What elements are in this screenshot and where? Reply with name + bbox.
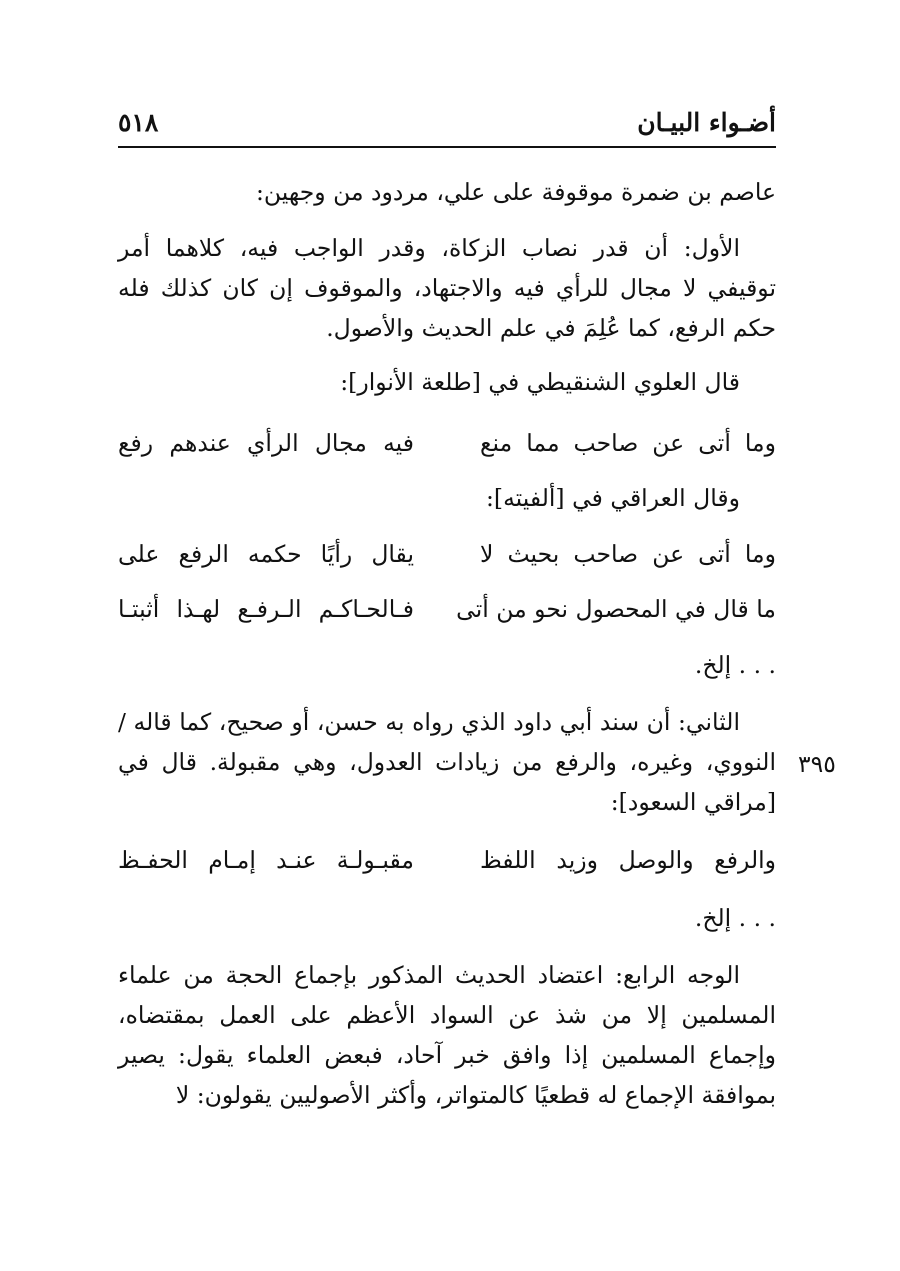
verse-alawi [118, 423, 776, 463]
header-rule [118, 146, 776, 148]
etcetera-1: . . . إلخ. [694, 651, 776, 679]
paragraph-second-reason: الثاني: أن سند أبي داود الذي رواه به حسن، أو صحيح، كما قاله / النووي، وغيره، والرفع من زيادات العدول، وهي مقبولة. قال في [مراقي السعود]: [118, 708, 776, 816]
paragraph-first-reason: الأول: أن قدر نصاب الزكاة، وقدر الواجب فيه، كلاهما أمر توقيفي لا مجال للرأي فيه والاجتهاد، والموقوف إن كان كذلك فله حكم الرفع، كما عُلِمَ في علم الحديث والأصول. [118, 234, 776, 342]
etcetera-2: . . . إلخ. [694, 904, 776, 932]
verse-first-hemistich: وما أتى عن صاحب بحيث لا [480, 540, 776, 568]
margin-page-number: ٣٩٥ [798, 750, 836, 778]
verse-first-hemistich: وما أتى عن صاحب مما منع [480, 429, 776, 457]
verse-second-hemistich: فيه مجال الرأي عندهم رفع [118, 429, 414, 457]
verse-second-hemistich: يقال رأيًا حكمه الرفع على [118, 540, 414, 568]
verse-maraqi [118, 840, 776, 880]
paragraph-fourth-aspect: الوجه الرابع: اعتضاد الحديث المذكور بإجماع الحجة من علماء المسلمين إلا من شذ عن السواد الأعظم على العمل بمقتضاه، وإجماع المسلمين إذا وافق خبر آحاد، فبعض العلماء يقول: يصير بموافقة الإجماع له قطعيًا كالمتواتر، وأكثر الأصوليين يقولون: لا [118, 961, 776, 1109]
verse-second-hemistich: مقبـولـة عنـد إمـام الحفـظ [118, 846, 414, 874]
paragraph-alawi-quote: قال العلوي الشنقيطي في [طلعة الأنوار]: [340, 368, 740, 396]
verse-iraqi-2 [118, 589, 776, 629]
page-number: ٥١٨ [118, 108, 159, 137]
verse-first-hemistich: والرفع والوصل وزيد اللفظ [480, 846, 776, 874]
paragraph-iraqi-quote: وقال العراقي في [ألفيته]: [485, 484, 740, 512]
running-title: أضـواء البيـان [637, 108, 776, 137]
verse-first-hemistich: ما قال في المحصول نحو من أتى [456, 595, 776, 623]
page-header [118, 108, 776, 148]
paragraph-intro: عاصم بن ضمرة موقوفة على علي، مردود من وجهين: [256, 178, 776, 206]
verse-iraqi-1 [118, 534, 776, 574]
verse-second-hemistich: فـالحـاكـم الـرفـع لهـذا أثبتـا [118, 595, 414, 623]
